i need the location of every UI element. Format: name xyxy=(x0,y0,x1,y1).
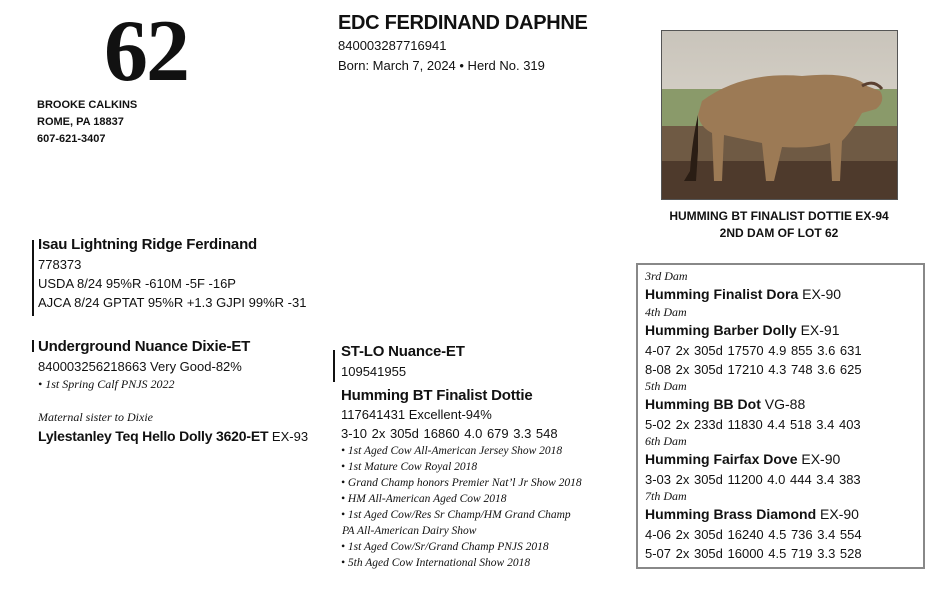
sire-name: Isau Lightning Ridge Ferdinand xyxy=(38,236,257,253)
fifth-dam xyxy=(645,379,862,434)
seventh-dam xyxy=(645,489,862,563)
lactation-record: 8-08 2x 305d 17210 4.3 748 3.6 625 xyxy=(645,362,862,377)
consignor-address: ROME, PA 18837 xyxy=(37,116,124,128)
honor-item: • 1st Mature Cow Royal 2018 xyxy=(341,461,478,473)
sire-bracket xyxy=(32,240,34,316)
sister-label: Maternal sister to Dixie xyxy=(38,410,153,424)
extended-pedigree-box xyxy=(636,263,925,569)
dam-classification: EX-91 xyxy=(796,322,840,338)
dam-generation-label: 5th Dam xyxy=(645,379,687,393)
dam-generation-label: 4th Dam xyxy=(645,305,687,319)
honor-item: • 1st Aged Cow/Sr/Grand Champ PNJS 2018 xyxy=(341,541,549,553)
sister-name: Lylestanley Teq Hello Dolly 3620-ET xyxy=(38,428,269,444)
second-dam-number: 117641431 Excellent-94% xyxy=(341,407,492,422)
dam-classification: EX-90 xyxy=(797,451,841,467)
sire-number: 778373 xyxy=(38,257,82,272)
honor-item: • 1st Aged Cow All-American Jersey Show 2018 xyxy=(341,445,563,457)
dam-honor: • 1st Spring Calf PNJS 2022 xyxy=(38,377,175,391)
dam-name: Humming Fairfax Dove xyxy=(645,451,798,467)
dam-name: Underground Nuance Dixie-ET xyxy=(38,338,251,355)
dam-name: Humming Brass Diamond xyxy=(645,506,817,522)
lactation-record: 4-06 2x 305d 16240 4.5 736 3.4 554 xyxy=(645,527,862,542)
honor-item: • 1st Aged Cow/Res Sr Champ/HM Grand Champ xyxy=(341,509,571,521)
dam-generation-label: 3rd Dam xyxy=(645,269,688,283)
dam-name: Humming Finalist Dora xyxy=(645,286,799,302)
dams-sire-name: ST-LO Nuance-ET xyxy=(341,343,465,360)
lactation-record: 5-07 2x 305d 16000 4.5 719 3.3 528 xyxy=(645,546,862,561)
dam-name: Humming Barber Dolly xyxy=(645,322,797,338)
honor-item: PA All-American Dairy Show xyxy=(342,525,477,537)
sister-block xyxy=(38,409,308,446)
dam-classification: VG-88 xyxy=(760,396,806,412)
honor-item: • 5th Aged Cow International Show 2018 xyxy=(341,557,531,569)
dam-classification: EX-90 xyxy=(816,506,859,522)
dams-sire-block xyxy=(341,343,465,381)
dam-name: Humming BB Dot xyxy=(645,396,761,412)
photo-caption-subtitle: 2ND DAM OF LOT 62 xyxy=(719,226,839,240)
consignor-info xyxy=(37,97,137,148)
animal-name: EDC FERDINAND DAPHNE xyxy=(338,12,588,34)
second-dam-record: 3-10 2x 305d 16860 4.0 679 3.3 548 xyxy=(341,426,558,441)
cow-photo-image xyxy=(662,31,897,199)
sixth-dam xyxy=(645,434,862,489)
animal-birth-info: Born: March 7, 2024 • Herd No. 319 xyxy=(338,58,545,73)
photo-caption-title: HUMMING BT FINALIST DOTTIE EX-94 xyxy=(669,209,889,223)
consignor-name: BROOKE CALKINS xyxy=(37,99,138,111)
honor-item: • HM All-American Aged Cow 2018 xyxy=(341,493,507,505)
consignor-phone: 607-621-3407 xyxy=(37,133,106,145)
sire-block xyxy=(38,236,306,312)
honor-item: • Grand Champ honors Premier Nat’l Jr Show 2018 xyxy=(341,477,582,489)
dam-classification: EX-90 xyxy=(798,286,842,302)
dams-sire-number: 109541955 xyxy=(341,364,407,379)
cow-photo xyxy=(661,30,898,200)
lactation-record: 4-07 2x 305d 17570 4.9 855 3.6 631 xyxy=(645,343,862,358)
fourth-dam xyxy=(645,305,862,379)
second-dam-block xyxy=(341,387,582,571)
dam-generation-label: 7th Dam xyxy=(645,489,687,503)
photo-caption xyxy=(661,208,897,242)
second-dam-name: Humming BT Finalist Dottie xyxy=(341,387,533,404)
third-dam xyxy=(645,269,862,305)
sire-ajca-proof: AJCA 8/24 GPTAT 95%R +1.3 GJPI 99%R -31 xyxy=(38,295,307,310)
dam-generation-label: 6th Dam xyxy=(645,434,687,448)
lactation-record: 5-02 2x 233d 11830 4.4 518 3.4 403 xyxy=(645,417,861,432)
dam-number: 840003256218663 Very Good-82% xyxy=(38,359,242,374)
lactation-record: 3-03 2x 305d 11200 4.0 444 3.4 383 xyxy=(645,472,861,487)
lot-number: 62 xyxy=(104,3,188,100)
dams-sire-bracket xyxy=(333,350,335,382)
second-dam-honors xyxy=(341,443,582,571)
sister-classification: EX-93 xyxy=(268,429,309,444)
dam-block xyxy=(38,338,250,392)
animal-registration: 840003287716941 xyxy=(338,38,447,53)
dam-bracket xyxy=(32,340,34,352)
sire-usda-proof: USDA 8/24 95%R -610M -5F -16P xyxy=(38,276,236,291)
